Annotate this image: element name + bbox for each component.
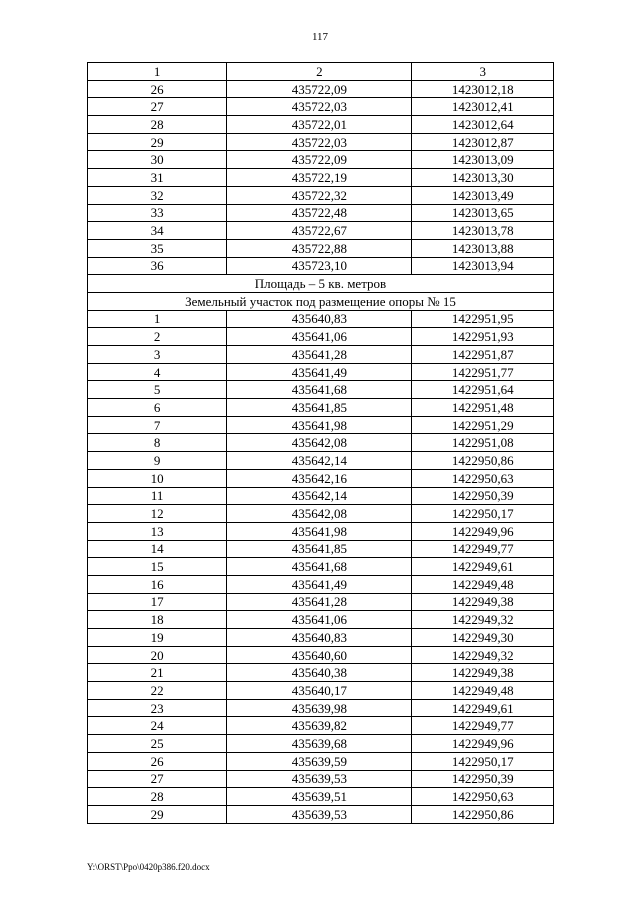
point-number-cell: 26 [88, 80, 227, 98]
table-row [88, 699, 554, 717]
x-coordinate-cell: 435639,68 [227, 735, 412, 753]
x-coordinate-cell: 435639,82 [227, 717, 412, 735]
y-coordinate-cell: 1422949,96 [412, 522, 554, 540]
y-coordinate-cell: 1422951,08 [412, 434, 554, 452]
y-coordinate-cell: 1423012,64 [412, 116, 554, 134]
table-row [88, 487, 554, 505]
table-row [88, 735, 554, 753]
point-number-cell: 4 [88, 363, 227, 381]
header-cell-2: 2 [227, 63, 412, 81]
point-number-cell: 5 [88, 381, 227, 399]
point-number-cell: 28 [88, 116, 227, 134]
table-row [88, 310, 554, 328]
x-coordinate-cell: 435640,17 [227, 682, 412, 700]
point-number-cell: 19 [88, 629, 227, 647]
y-coordinate-cell: 1422949,32 [412, 611, 554, 629]
point-number-cell: 28 [88, 788, 227, 806]
table-row [88, 116, 554, 134]
table-row [88, 629, 554, 647]
point-number-cell: 6 [88, 399, 227, 417]
table-row [88, 593, 554, 611]
x-coordinate-cell: 435641,98 [227, 522, 412, 540]
table-row [88, 257, 554, 275]
table-row [88, 664, 554, 682]
y-coordinate-cell: 1422951,29 [412, 416, 554, 434]
table-row [88, 505, 554, 523]
x-coordinate-cell: 435641,68 [227, 558, 412, 576]
x-coordinate-cell: 435641,85 [227, 540, 412, 558]
point-number-cell: 10 [88, 469, 227, 487]
point-number-cell: 32 [88, 186, 227, 204]
point-number-cell: 22 [88, 682, 227, 700]
table-row [88, 239, 554, 257]
point-number-cell: 29 [88, 805, 227, 823]
y-coordinate-cell: 1422950,63 [412, 788, 554, 806]
y-coordinate-cell: 1423012,18 [412, 80, 554, 98]
y-coordinate-cell: 1422949,96 [412, 735, 554, 753]
point-number-cell: 17 [88, 593, 227, 611]
x-coordinate-cell: 435722,03 [227, 133, 412, 151]
point-number-cell: 8 [88, 434, 227, 452]
point-number-cell: 26 [88, 752, 227, 770]
table-row [88, 575, 554, 593]
x-coordinate-cell: 435639,53 [227, 770, 412, 788]
table-row [88, 169, 554, 187]
point-number-cell: 11 [88, 487, 227, 505]
point-number-cell: 23 [88, 699, 227, 717]
y-coordinate-cell: 1422949,77 [412, 540, 554, 558]
table-row [88, 416, 554, 434]
point-number-cell: 30 [88, 151, 227, 169]
x-coordinate-cell: 435641,68 [227, 381, 412, 399]
x-coordinate-cell: 435722,67 [227, 222, 412, 240]
x-coordinate-cell: 435722,09 [227, 151, 412, 169]
x-coordinate-cell: 435640,38 [227, 664, 412, 682]
point-number-cell: 14 [88, 540, 227, 558]
point-number-cell: 21 [88, 664, 227, 682]
x-coordinate-cell: 435722,88 [227, 239, 412, 257]
point-number-cell: 1 [88, 310, 227, 328]
point-number-cell: 2 [88, 328, 227, 346]
y-coordinate-cell: 1422950,86 [412, 452, 554, 470]
y-coordinate-cell: 1422950,39 [412, 487, 554, 505]
section-title-row [88, 292, 554, 310]
table-row [88, 346, 554, 364]
x-coordinate-cell: 435723,10 [227, 257, 412, 275]
point-number-cell: 16 [88, 575, 227, 593]
y-coordinate-cell: 1422949,30 [412, 629, 554, 647]
y-coordinate-cell: 1423013,88 [412, 239, 554, 257]
table-row [88, 452, 554, 470]
table-row [88, 646, 554, 664]
y-coordinate-cell: 1422951,77 [412, 363, 554, 381]
area-caption-row [88, 275, 554, 293]
table-row [88, 399, 554, 417]
y-coordinate-cell: 1423012,41 [412, 98, 554, 116]
x-coordinate-cell: 435639,98 [227, 699, 412, 717]
y-coordinate-cell: 1422949,48 [412, 575, 554, 593]
x-coordinate-cell: 435640,83 [227, 310, 412, 328]
section-title: Земельный участок под размещение опоры № 15 [88, 292, 554, 310]
y-coordinate-cell: 1422950,39 [412, 770, 554, 788]
x-coordinate-cell: 435642,08 [227, 505, 412, 523]
table-row [88, 540, 554, 558]
table-row [88, 434, 554, 452]
x-coordinate-cell: 435641,49 [227, 575, 412, 593]
x-coordinate-cell: 435641,28 [227, 346, 412, 364]
table-row [88, 558, 554, 576]
point-number-cell: 18 [88, 611, 227, 629]
x-coordinate-cell: 435722,01 [227, 116, 412, 134]
y-coordinate-cell: 1422950,17 [412, 505, 554, 523]
y-coordinate-cell: 1422949,77 [412, 717, 554, 735]
table-row [88, 133, 554, 151]
x-coordinate-cell: 435641,06 [227, 611, 412, 629]
y-coordinate-cell: 1422949,61 [412, 699, 554, 717]
y-coordinate-cell: 1422951,64 [412, 381, 554, 399]
x-coordinate-cell: 435722,09 [227, 80, 412, 98]
y-coordinate-cell: 1422950,86 [412, 805, 554, 823]
table-header-row [88, 63, 554, 81]
table-row [88, 98, 554, 116]
table-row [88, 469, 554, 487]
footer-file-path: Y:\ORST\Ppo\0420p386.f20.docx [87, 862, 210, 872]
table-row [88, 151, 554, 169]
table-row [88, 682, 554, 700]
point-number-cell: 24 [88, 717, 227, 735]
x-coordinate-cell: 435722,32 [227, 186, 412, 204]
table-row [88, 770, 554, 788]
table-row [88, 788, 554, 806]
y-coordinate-cell: 1423012,87 [412, 133, 554, 151]
y-coordinate-cell: 1423013,78 [412, 222, 554, 240]
x-coordinate-cell: 435641,06 [227, 328, 412, 346]
y-coordinate-cell: 1423013,65 [412, 204, 554, 222]
table-row [88, 204, 554, 222]
table-row [88, 752, 554, 770]
y-coordinate-cell: 1422951,95 [412, 310, 554, 328]
y-coordinate-cell: 1422949,32 [412, 646, 554, 664]
x-coordinate-cell: 435639,53 [227, 805, 412, 823]
page-number: 117 [311, 31, 329, 43]
y-coordinate-cell: 1422951,93 [412, 328, 554, 346]
coordinates-table [87, 62, 554, 824]
point-number-cell: 13 [88, 522, 227, 540]
table-row [88, 522, 554, 540]
point-number-cell: 9 [88, 452, 227, 470]
y-coordinate-cell: 1422951,48 [412, 399, 554, 417]
y-coordinate-cell: 1423013,09 [412, 151, 554, 169]
x-coordinate-cell: 435722,48 [227, 204, 412, 222]
point-number-cell: 31 [88, 169, 227, 187]
table-row [88, 363, 554, 381]
x-coordinate-cell: 435722,03 [227, 98, 412, 116]
point-number-cell: 34 [88, 222, 227, 240]
table-row [88, 186, 554, 204]
y-coordinate-cell: 1422949,38 [412, 593, 554, 611]
area-caption: Площадь – 5 кв. метров [88, 275, 554, 293]
y-coordinate-cell: 1422949,48 [412, 682, 554, 700]
table-row [88, 717, 554, 735]
table-row [88, 805, 554, 823]
y-coordinate-cell: 1422949,38 [412, 664, 554, 682]
x-coordinate-cell: 435642,16 [227, 469, 412, 487]
x-coordinate-cell: 435641,85 [227, 399, 412, 417]
table-row [88, 328, 554, 346]
point-number-cell: 25 [88, 735, 227, 753]
point-number-cell: 15 [88, 558, 227, 576]
x-coordinate-cell: 435639,51 [227, 788, 412, 806]
point-number-cell: 36 [88, 257, 227, 275]
x-coordinate-cell: 435722,19 [227, 169, 412, 187]
y-coordinate-cell: 1422949,61 [412, 558, 554, 576]
x-coordinate-cell: 435640,60 [227, 646, 412, 664]
point-number-cell: 3 [88, 346, 227, 364]
x-coordinate-cell: 435642,14 [227, 452, 412, 470]
point-number-cell: 29 [88, 133, 227, 151]
y-coordinate-cell: 1422950,63 [412, 469, 554, 487]
x-coordinate-cell: 435641,49 [227, 363, 412, 381]
x-coordinate-cell: 435641,28 [227, 593, 412, 611]
table-row [88, 381, 554, 399]
table-row [88, 611, 554, 629]
x-coordinate-cell: 435642,08 [227, 434, 412, 452]
x-coordinate-cell: 435641,98 [227, 416, 412, 434]
point-number-cell: 35 [88, 239, 227, 257]
coordinates-table-body [88, 63, 554, 824]
x-coordinate-cell: 435639,59 [227, 752, 412, 770]
point-number-cell: 12 [88, 505, 227, 523]
point-number-cell: 33 [88, 204, 227, 222]
x-coordinate-cell: 435640,83 [227, 629, 412, 647]
y-coordinate-cell: 1423013,94 [412, 257, 554, 275]
point-number-cell: 7 [88, 416, 227, 434]
y-coordinate-cell: 1422950,17 [412, 752, 554, 770]
y-coordinate-cell: 1423013,30 [412, 169, 554, 187]
x-coordinate-cell: 435642,14 [227, 487, 412, 505]
table-row [88, 80, 554, 98]
header-cell-3: 3 [412, 63, 554, 81]
header-cell-1: 1 [88, 63, 227, 81]
point-number-cell: 27 [88, 770, 227, 788]
table-row [88, 222, 554, 240]
y-coordinate-cell: 1423013,49 [412, 186, 554, 204]
point-number-cell: 20 [88, 646, 227, 664]
point-number-cell: 27 [88, 98, 227, 116]
y-coordinate-cell: 1422951,87 [412, 346, 554, 364]
